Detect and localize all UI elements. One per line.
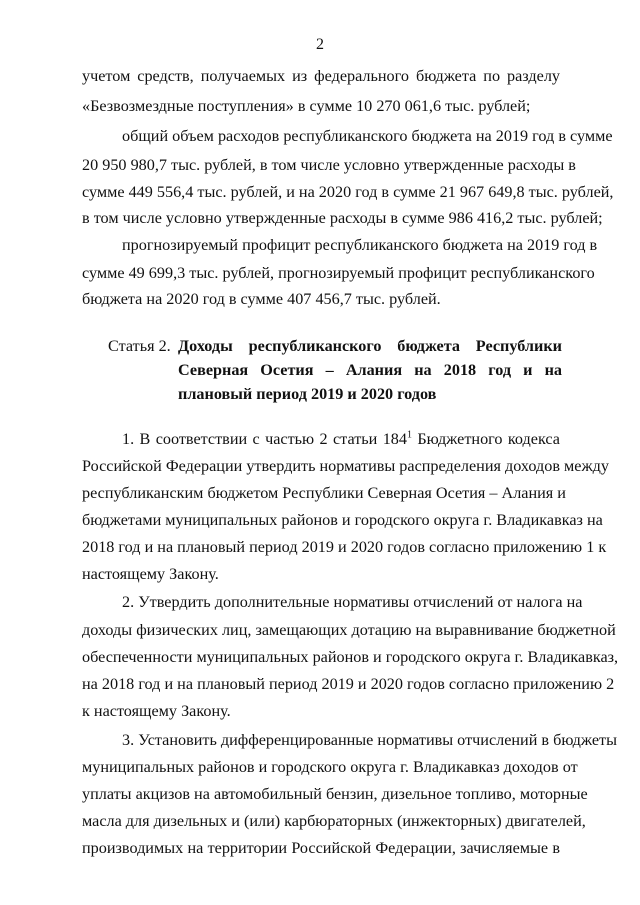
paragraph-line: сумме 49 699,3 тыс. рублей, прогнозируемый профицит республиканского: [82, 264, 595, 282]
paragraph-line: учетом средств, получаемых из федерального бюджета по разделу: [82, 67, 560, 85]
item-line: настоящему Закону.: [82, 565, 219, 583]
item-line: 3. Установить дифференцированные нормативы отчислений в бюджеты: [122, 731, 617, 749]
item-line: республиканским бюджетом Республики Северная Осетия – Алания и: [82, 484, 566, 502]
paragraph-line: бюджета на 2020 год в сумме 407 456,7 тыс. рублей.: [82, 290, 441, 308]
item-line: муниципальных районов и городского округа г. Владикавказ доходов от: [82, 758, 578, 776]
paragraph-line: в том числе условно утвержденные расходы в сумме 986 416,2 тыс. рублей;: [82, 209, 603, 227]
item-text: 1. В соответствии с частью 2 статьи 184: [122, 430, 407, 448]
item-line: на 2018 год и на плановый период 2019 и 2020 годов согласно приложению 2: [82, 675, 615, 693]
page-number: 2: [316, 36, 324, 53]
item-line: масла для дизельных и (или) карбюраторных (инжекторных) двигателей,: [82, 812, 586, 830]
item-line: бюджетами муниципальных районов и городского округа г. Владикавказ на: [82, 511, 603, 529]
item-line: Российской Федерации утвердить нормативы распределения доходов между: [82, 457, 609, 475]
article-label: Статья 2.: [108, 337, 171, 355]
paragraph-line: общий объем расходов республиканского бюджета на 2019 год в сумме: [122, 127, 613, 145]
item-line: уплаты акцизов на автомобильный бензин, дизельное топливо, моторные: [82, 785, 588, 803]
superscript: 1: [407, 429, 412, 441]
article-title-line: Доходы республиканского бюджета Республики: [178, 337, 562, 355]
paragraph-line: сумме 449 556,4 тыс. рублей, и на 2020 год в сумме 21 967 649,8 тыс. рублей,: [82, 183, 614, 201]
article-title-line: плановый период 2019 и 2020 годов: [178, 385, 437, 403]
item-line: к настоящему Закону.: [82, 702, 231, 720]
paragraph-line: 20 950 980,7 тыс. рублей, в том числе условно утвержденные расходы в: [82, 156, 576, 174]
item-line: доходы физических лиц, замещающих дотацию на выравнивание бюджетной: [82, 621, 616, 639]
item-line: [122, 429, 560, 449]
item-line: 2018 год и на плановый период 2019 и 2020 годов согласно приложению 1 к: [82, 538, 607, 556]
item-line: обеспеченности муниципальных районов и городского округа г. Владикавказ,: [82, 648, 619, 666]
paragraph-line: «Безвозмездные поступления» в сумме 10 270 061,6 тыс. рублей;: [82, 97, 531, 115]
item-text: Бюджетного кодекса: [412, 430, 560, 448]
paragraph-line: прогнозируемый профицит республиканского бюджета на 2019 год в: [122, 236, 598, 254]
article-title-line: Северная Осетия – Алания на 2018 год и на: [178, 361, 562, 379]
item-line: производимых на территории Российской Федерации, зачисляемые в: [82, 839, 560, 857]
item-line: 2. Утвердить дополнительные нормативы отчислений от налога на: [122, 593, 583, 611]
